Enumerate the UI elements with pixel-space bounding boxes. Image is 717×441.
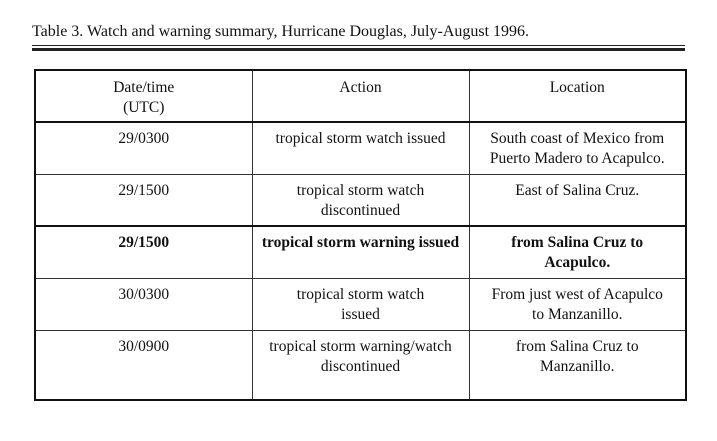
cell-datetime	[35, 122, 252, 174]
datetime-text: 30/0300	[118, 285, 170, 303]
cell-datetime	[35, 278, 252, 330]
location-text: to Manzanillo.	[532, 305, 623, 323]
cell-action	[252, 174, 469, 226]
action-text: tropical storm watch	[296, 181, 425, 199]
caption-rule-thick	[32, 48, 685, 51]
table-row	[35, 330, 686, 400]
location-text: South coast of Mexico from	[490, 130, 665, 147]
action-text: tropical storm watch issued	[275, 130, 446, 147]
datetime-text: 30/0900	[118, 337, 170, 355]
action-text: discontinued	[320, 201, 401, 219]
cell-datetime	[35, 330, 252, 400]
datetime-text: 29/0300	[118, 130, 170, 147]
action-text: tropical storm warning issued	[261, 234, 460, 251]
location-text: from Salina Cruz to	[515, 337, 639, 355]
header-location	[469, 70, 686, 122]
cell-datetime	[35, 174, 252, 226]
location-text: Puerto Madero to Acapulco.	[489, 150, 665, 167]
datetime-text: 29/1500	[118, 234, 170, 251]
cell-action	[252, 330, 469, 400]
action-text: tropical storm watch	[296, 285, 425, 303]
cell-location	[469, 278, 686, 330]
cell-datetime	[35, 226, 252, 278]
header-datetime-line1: Date/time	[113, 79, 175, 96]
header-row	[35, 70, 686, 122]
location-text: East of Salina Cruz.	[515, 181, 640, 199]
cell-location	[469, 226, 686, 278]
table-row	[35, 122, 686, 174]
cell-location	[469, 122, 686, 174]
cell-action	[252, 278, 469, 330]
cell-location	[469, 174, 686, 226]
action-text: tropical storm warning/watch	[269, 337, 452, 355]
location-text: From just west of Acapulco	[491, 285, 663, 303]
header-datetime	[35, 70, 252, 122]
watch-warning-table	[34, 69, 687, 401]
datetime-text: 29/1500	[118, 181, 170, 199]
action-text: discontinued	[320, 357, 401, 375]
table-row	[35, 278, 686, 330]
table-row	[35, 174, 686, 226]
table-row	[35, 226, 686, 278]
cell-action	[252, 226, 469, 278]
table-caption: Table 3. Watch and warning summary, Hurricane Douglas, July-August 1996.	[32, 23, 530, 40]
header-datetime-line2: (UTC)	[123, 99, 165, 116]
location-text: from Salina Cruz to	[511, 234, 644, 251]
header-action-label: Action	[339, 79, 382, 96]
header-location-label: Location	[549, 79, 605, 96]
location-text: Acapulco.	[544, 254, 611, 271]
header-action	[252, 70, 469, 122]
cell-action	[252, 122, 469, 174]
action-text: issued	[341, 305, 380, 323]
cell-location	[469, 330, 686, 400]
caption-rule-thin	[32, 45, 685, 46]
location-text: Manzanillo.	[540, 357, 615, 375]
